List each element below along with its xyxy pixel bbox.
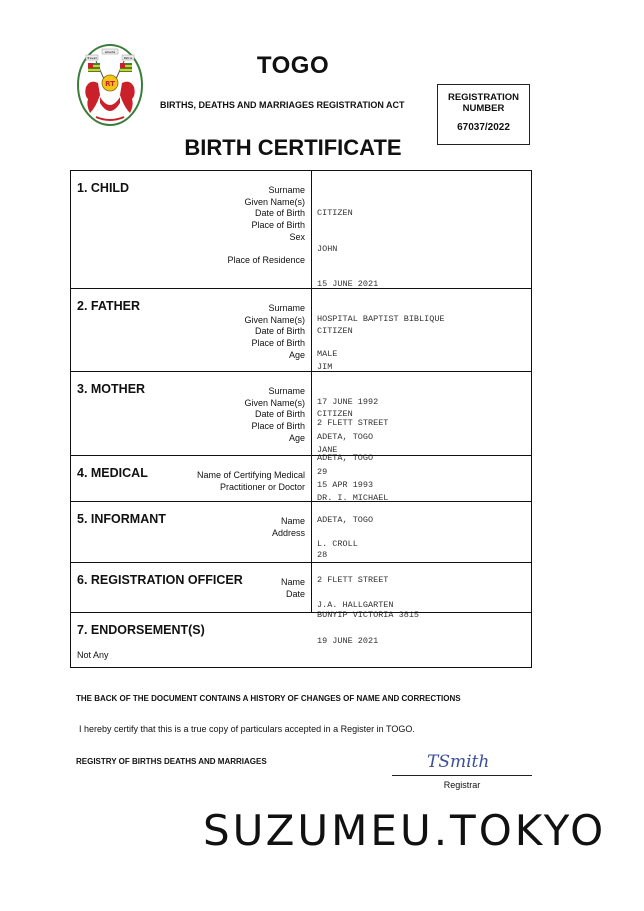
back-note: THE BACK OF THE DOCUMENT CONTAINS A HISTORY OF CHANGES OF NAME AND CORRECTIONS <box>76 694 461 703</box>
country-title: TOGO <box>256 52 330 79</box>
emblem-initials: RT <box>105 80 115 88</box>
section-heading: 7. ENDORSEMENT(S) <box>77 623 205 637</box>
section-heading: 4. MEDICAL <box>77 466 148 480</box>
child-values: CITIZEN JOHN 15 JUNE 2021 HOSPITAL BAPTIST BIBLIQUE MALE 2 FLETT STREET ADETA, TOGO <box>317 208 445 464</box>
svg-text:TSmith: TSmith <box>427 752 490 772</box>
medical-values: DR. I. MICHAEL <box>317 493 389 504</box>
section-heading: 1. CHILD <box>77 181 130 195</box>
section-heading: 6. REGISTRATION OFFICER <box>77 573 243 587</box>
endorsement-section <box>71 613 531 669</box>
registration-number: 67037/2022 <box>457 122 510 133</box>
document-title: BIRTH CERTIFICATE <box>184 135 402 160</box>
svg-text:Travail: Travail <box>87 56 97 60</box>
mother-labels: Surname Given Name(s) Date of Birth Place of Birth Age <box>244 386 305 443</box>
registration-label: REGISTRATION NUMBER <box>447 92 520 114</box>
certify-statement: I hereby certify that this is a true copy of particulars accepted in a Register in TOGO. <box>79 724 415 734</box>
mother-values: CITIZEN JANE 15 APR 1993 ADETA, TOGO 28 <box>317 409 374 560</box>
section-heading: 5. INFORMANT <box>77 512 166 526</box>
section-heading: 3. MOTHER <box>77 382 146 396</box>
certificate-table <box>70 170 532 668</box>
child-labels: Surname Given Name(s) Date of Birth Place of Birth Sex Place of Residence <box>227 185 305 265</box>
svg-text:Patrie: Patrie <box>123 56 133 60</box>
medical-section <box>71 456 531 502</box>
officer-values: J.A. HALLGARTEN 19 JUNE 2021 <box>317 600 394 646</box>
act-subtitle: BIRTHS, DEATHS AND MARRIAGES REGISTRATION ACT <box>160 100 405 110</box>
father-values: CITIZEN JIM 17 JUNE 1992 ADETA, TOGO 29 <box>317 326 379 477</box>
section-heading: 2. FATHER <box>77 299 140 313</box>
watermark: SUZUMEU.TOKYO <box>203 806 607 855</box>
informant-labels: Name Address <box>271 516 305 538</box>
registrar-label: Registrar <box>443 780 481 790</box>
signature-line <box>392 775 532 776</box>
endorsement-text: Not Any <box>77 650 109 660</box>
registry-name: REGISTRY OF BIRTHS DEATHS AND MARRIAGES <box>76 757 267 766</box>
medical-labels: Name of Certifying Medical Practitioner or Doctor <box>196 470 305 492</box>
emblem-motto: Liberté <box>104 50 116 54</box>
officer-labels: Name Date <box>280 577 305 599</box>
father-labels: Surname Given Name(s) Date of Birth Place of Birth Age <box>244 303 305 360</box>
registrar-signature <box>425 749 497 775</box>
informant-values: L. CROLL 2 FLETT STREET BUNYIP VICTORIA 3815 <box>317 539 420 620</box>
